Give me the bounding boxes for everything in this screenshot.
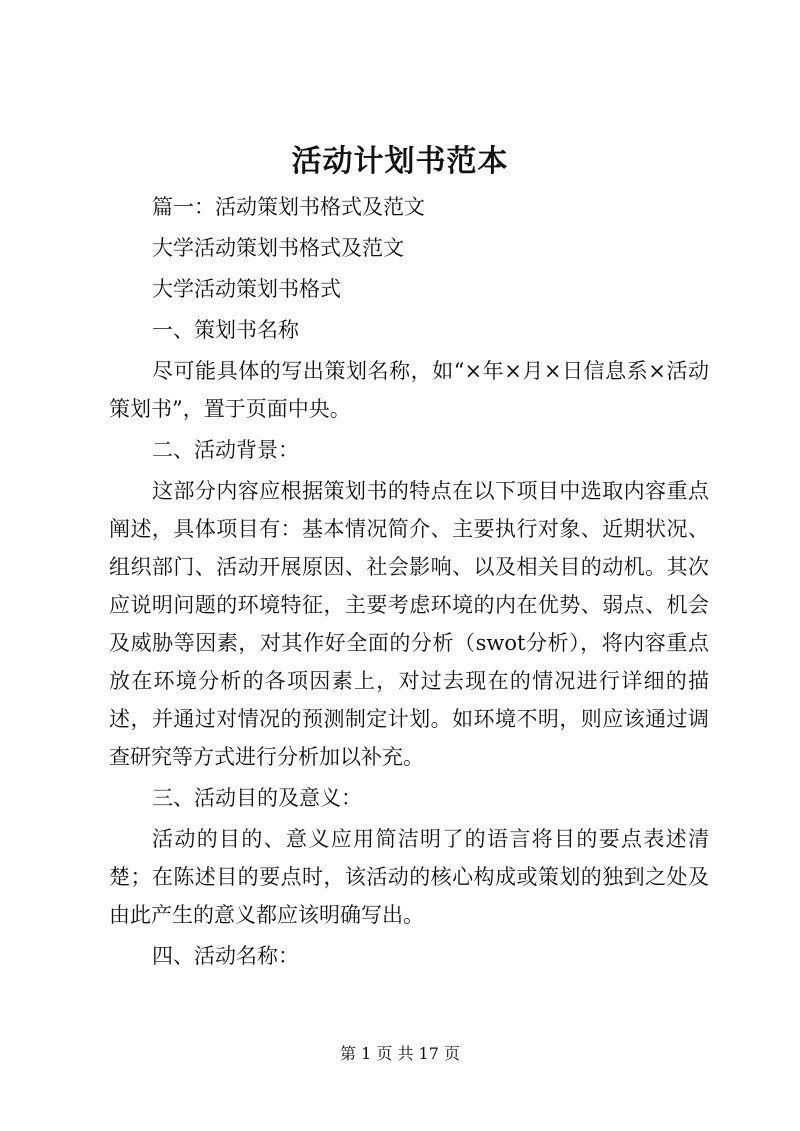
- paragraph-chapter-heading: 篇一：活动策划书格式及范文: [152, 195, 426, 219]
- paragraph-format-heading: 大学活动策划书格式: [152, 277, 342, 301]
- section-heading-background: 二、活动背景：: [152, 438, 300, 462]
- document-body: [109, 188, 709, 978]
- section-heading-name: 一、策划书名称: [152, 318, 300, 342]
- paragraph-name-description: 尽可能具体的写出策划名称，如“×年×月×日信息系×活动策划书”，置于页面中央。: [109, 359, 709, 421]
- section-heading-activity-name: 四、活动名称：: [152, 944, 300, 968]
- document-title: 活动计划书范本: [291, 144, 509, 179]
- paragraph-purpose-description: 活动的目的、意义应用简洁明了的语言将目的要点表述清楚；在陈述目的要点时，该活动的核心构成或策划的独到之处及由此产生的意义都应该明确写出。: [109, 827, 709, 927]
- section-heading-purpose: 三、活动目的及意义：: [152, 786, 363, 810]
- paragraph-subtitle: 大学活动策划书格式及范文: [152, 236, 405, 260]
- paragraph-background-description: 这部分内容应根据策划书的特点在以下项目中选取内容重点阐述，具体项目有：基本情况简介、主要执行对象、近期状况、组织部门、活动开展原因、社会影响、以及相关目的动机。其次应说明问题的环境特征，主要考虑环境的内在优势、弱点、机会及威胁等因素，对其作好全面的分析（swot分析），将内容重点放在环境分析的各项因素上，对过去现在的情况进行详细的描述，并通过对情况的预测制定计划。如环境不明，则应该通过调查研究等方式进行分析加以补充。: [109, 479, 709, 769]
- page-number-footer: 第 1 页 共 17 页: [340, 1044, 460, 1063]
